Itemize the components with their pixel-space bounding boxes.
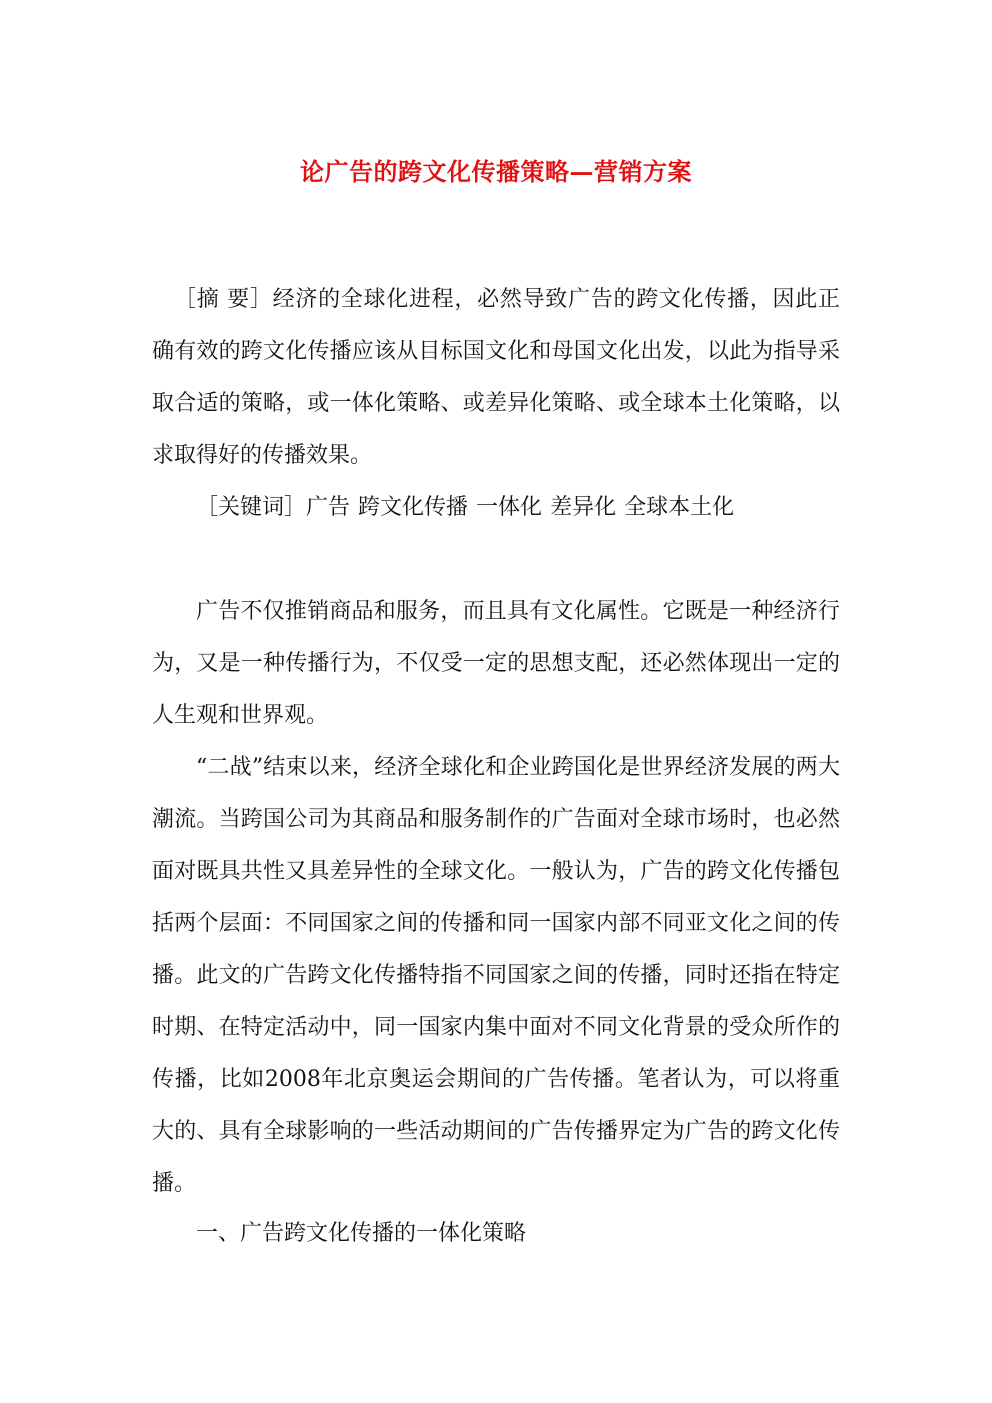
keywords-line xyxy=(152,482,840,534)
keyword-item: 一体化 xyxy=(476,495,543,520)
document-title: 论广告的跨文化传播策略—营销方案 xyxy=(300,157,692,186)
keyword-item: 广告 xyxy=(306,495,351,520)
keywords-label: ［关键词］ xyxy=(196,495,307,520)
body-paragraph-2: “二战”结束以来，经济全球化和企业跨国化是世界经济发展的两大潮流。当跨国公司为其商品和服务制作的广告面对全球市场时，也必然面对既具共性又具差异性的全球文化。一般认为，广告的跨文化传播包括两个层面：不同国家之间的传播和同一国家内部不同亚文化之间的传播。此文的广告跨文化传播特指不同国家之间的传播，同时还指在特定时期、在特定活动中，同一国家内集中面对不同文化背景的受众所作的传播，比如2008年北京奥运会期间的广告传播。笔者认为，可以将重大的、具有全球影响的一些活动期间的广告传播界定为广告的跨文化传播。 xyxy=(152,755,840,1196)
keyword-item: 全球本土化 xyxy=(624,495,735,520)
keyword-item: 差异化 xyxy=(550,495,617,520)
body-paragraph-1: 广告不仅推销商品和服务，而且具有文化属性。它既是一种经济行为，又是一种传播行为，不仅受一定的思想支配，还必然体现出一定的人生观和世界观。 xyxy=(152,599,840,728)
section-heading: 一、广告跨文化传播的一体化策略 xyxy=(196,1221,527,1246)
abstract-paragraph: ［摘 要］经济的全球化进程，必然导致广告的跨文化传播，因此正确有效的跨文化传播应该从目标国文化和母国文化出发，以此为指导采取合适的策略，或一体化策略、或差异化策略、或全球本土化策略，以求取得好的传播效果。 xyxy=(152,287,840,468)
keyword-item: 跨文化传播 xyxy=(358,495,469,520)
